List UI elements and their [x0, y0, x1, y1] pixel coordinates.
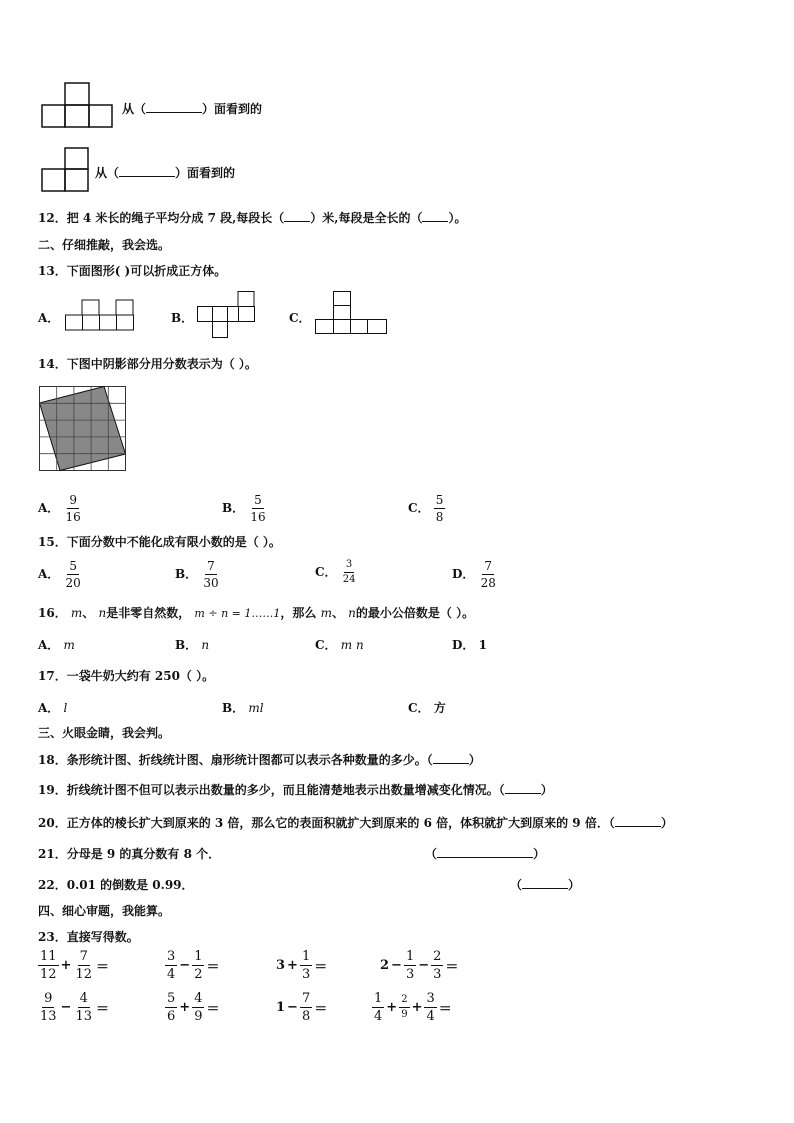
option-c[interactable]: C． $\frac{5}{8}$	[408, 493, 444, 524]
answer-blank[interactable]	[505, 783, 541, 794]
option-c[interactable]: C． 方	[408, 701, 446, 715]
question-17: 17．一袋牛奶大约有 250（ ）。	[38, 669, 215, 683]
view-question-2: 从（ ）面看到的	[95, 166, 236, 180]
answer-blank[interactable]	[615, 816, 661, 827]
option-a-label: A．	[38, 311, 60, 325]
option-b[interactable]: B． $\frac{7}{30}$	[175, 559, 219, 590]
question-18: 18．条形统计图、折线统计图、扇形统计图都可以表示各种数量的多少。（ ）	[38, 753, 481, 767]
net-figure-a[interactable]	[65, 299, 137, 331]
question-14: 14．下图中阴影部分用分数表示为（ ）。	[38, 357, 257, 371]
answer-blank[interactable]	[433, 753, 469, 764]
question-19: 19．折线统计图不但可以表示出数量的多少，而且能清楚地表示出数量增减变化情况。（ ）	[38, 783, 553, 797]
question-23: 23．直接写得数。	[38, 930, 139, 944]
net-figure-c[interactable]	[315, 291, 389, 335]
answer-blank[interactable]	[437, 847, 533, 858]
view-figure-2	[41, 147, 89, 192]
answer-blank[interactable]	[522, 878, 568, 889]
calc-expression-4: 2 − $\frac{1}{3}$ − $\frac{2}{3}$ ＝	[380, 949, 459, 982]
option-d[interactable]: D． $\frac{7}{28}$	[452, 559, 496, 590]
answer-21: （ ）	[425, 847, 546, 861]
option-b[interactable]: B． n	[175, 638, 210, 652]
question-12: 12．把 4 米长的绳子平均分成 7 段,每段长（ ）米,每段是全长的（ ）。	[38, 211, 467, 225]
section-2-heading: 二、仔细推敲，我会选。	[38, 238, 171, 252]
option-c[interactable]: C． m n	[315, 638, 364, 652]
question-15: 15．下面分数中不能化成有限小数的是（ ）。	[38, 535, 281, 549]
option-a[interactable]: A． $\frac{9}{16}$	[38, 493, 81, 524]
shaded-grid-figure	[39, 386, 127, 472]
option-a[interactable]: A． l	[38, 701, 68, 715]
question-22: 22．0.01 的倒数是 0.99．	[38, 878, 194, 892]
answer-blank[interactable]	[119, 166, 175, 177]
option-b[interactable]: B． $\frac{5}{16}$	[222, 493, 266, 524]
option-b-label: B．	[171, 311, 194, 325]
question-20: 20．正方体的棱长扩大到原来的 3 倍，那么它的表面积就扩大到原来的 6 倍，体积就扩大到原来的 9 倍．（ ）	[38, 816, 673, 830]
calc-expression-2: $\frac{3}{4}$ − $\frac{1}{2}$ ＝	[167, 949, 220, 982]
option-a[interactable]: A． m	[38, 638, 75, 652]
option-c-label: C．	[289, 311, 311, 325]
section-4-heading: 四、细心审题，我能算。	[38, 904, 171, 918]
calc-expression-1: $\frac{11}{12}$ + $\frac{7}{12}$ ＝	[40, 949, 110, 982]
view-figure-1	[41, 82, 113, 128]
calc-expression-8: $\frac{1}{4}$ + $\frac{2}{9}$ + $\frac{3}{4}$ ＝	[374, 991, 452, 1024]
answer-blank[interactable]	[284, 211, 310, 222]
section-3-heading: 三、火眼金睛，我会判。	[38, 726, 171, 740]
option-b[interactable]: B． ml	[222, 701, 264, 715]
view-question-1: 从（ ）面看到的	[122, 102, 263, 116]
question-13: 13．下面图形( )可以折成正方体。	[38, 264, 227, 278]
option-c[interactable]: C． $\frac{3}{24}$	[315, 559, 356, 585]
question-21: 21．分母是 9 的真分数有 8 个．	[38, 847, 221, 861]
option-a[interactable]: A． $\frac{5}{20}$	[38, 559, 81, 590]
net-figure-b[interactable]	[197, 291, 257, 339]
answer-blank[interactable]	[422, 211, 448, 222]
calc-expression-3: 3 + $\frac{1}{3}$ ＝	[276, 949, 328, 982]
calc-expression-6: $\frac{5}{6}$ + $\frac{4}{9}$ ＝	[167, 991, 220, 1024]
option-d[interactable]: D． 1	[452, 638, 487, 652]
answer-22: （ ）	[510, 878, 581, 892]
calc-expression-7: 1 − $\frac{7}{8}$ ＝	[276, 991, 328, 1024]
question-16: 16． m、 n是非零自然数， m ÷ n = 1……1，那么 m、 n的最小公倍数是（ ）。	[38, 606, 475, 620]
calc-expression-5: $\frac{9}{13}$ − $\frac{4}{13}$ ＝	[40, 991, 110, 1024]
answer-blank[interactable]	[146, 102, 202, 113]
